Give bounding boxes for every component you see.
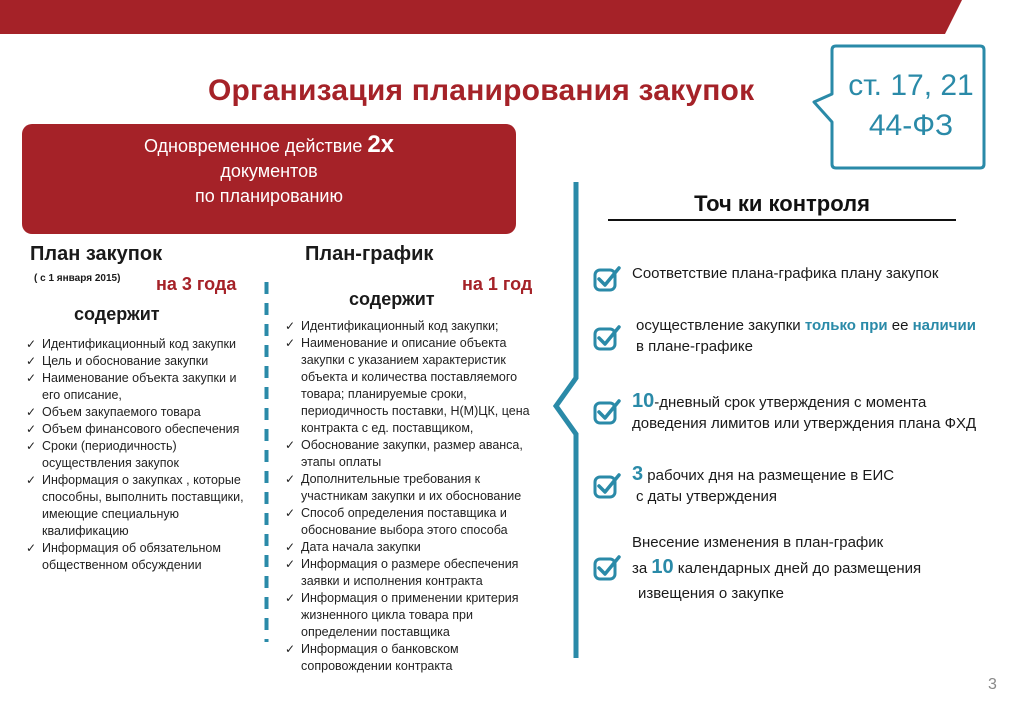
list-item xyxy=(285,539,547,556)
list-item-text: Информация о размере обеспечения заявки и исполнения контракта xyxy=(301,557,519,588)
schedule-items-list xyxy=(285,318,547,675)
list-item-text: Информация о банковском сопровождении контракта xyxy=(301,642,459,673)
list-item-text: Наименование и описание объекта закупки с указанием характеристик объекта и количества поставляемого товара; планируемые сроки, периодичность поставки, Н(М)ЦК, цена контракта с ед. поставщиком, xyxy=(301,336,530,435)
list-item xyxy=(285,590,547,641)
checkbox-check-icon xyxy=(592,263,624,295)
control-item-2-emphasis: наличии xyxy=(912,317,976,334)
list-item-text: Объем закупаемого товара xyxy=(42,405,201,419)
control-item-3 xyxy=(632,391,976,434)
check-icon: ✓ xyxy=(285,319,296,333)
check-icon: ✓ xyxy=(285,472,296,486)
schedule-term: на 1 год xyxy=(462,274,533,294)
plan-term: на 3 года xyxy=(156,274,237,294)
check-icon: ✓ xyxy=(26,541,37,555)
check-icon: ✓ xyxy=(26,371,37,385)
control-item-4-line2: с даты утверждения xyxy=(636,488,778,505)
control-item-4-text: рабочих дня на размещение в ЕИС xyxy=(643,467,895,484)
list-item xyxy=(285,335,547,437)
control-item-5-text: за xyxy=(632,560,652,577)
control-item-3-line2: доведения лимитов или утверждения плана ФХД xyxy=(632,415,977,432)
list-item xyxy=(26,421,246,438)
control-item-2-line2: в плане-графике xyxy=(636,338,753,355)
checkbox-check-icon xyxy=(592,322,624,354)
list-item-text: Информация о применении критерия жизненного цикла товара при определении поставщика xyxy=(301,591,519,639)
check-icon: ✓ xyxy=(26,473,37,487)
banner-line2: документов xyxy=(220,161,318,181)
control-item-5-line2 xyxy=(632,555,921,581)
check-icon: ✓ xyxy=(26,337,37,351)
list-item xyxy=(26,438,246,472)
control-item-5 xyxy=(632,530,921,606)
control-item-2-line1 xyxy=(636,315,976,336)
control-item-4-line1 xyxy=(632,464,894,486)
simultaneous-documents-banner xyxy=(22,124,516,234)
checkbox-check-icon xyxy=(592,396,624,428)
list-item-text: Объем финансового обеспечения xyxy=(42,422,240,436)
plan-date-note: ( с 1 января 2015) xyxy=(34,273,121,284)
list-item-text: Информация об обязательном общественном обсуждении xyxy=(42,541,221,572)
checkbox-check-icon xyxy=(592,552,624,584)
check-icon: ✓ xyxy=(285,557,296,571)
banner-line3: по планированию xyxy=(195,186,343,206)
list-item-text: Способ определения поставщика и обоснование выбора этого способа xyxy=(301,506,508,537)
page-title: Организация планирования закупок xyxy=(208,74,755,107)
list-item xyxy=(285,505,547,539)
plan-contains-label: содержит xyxy=(74,304,160,324)
schedule-heading: План-график xyxy=(305,243,434,265)
list-item xyxy=(285,556,547,590)
list-item xyxy=(26,353,246,370)
list-item xyxy=(26,370,246,404)
banner-emphasis: 2х xyxy=(367,131,395,158)
control-item-3-text: -дневный срок утверждения с момента xyxy=(654,394,927,411)
control-item-2 xyxy=(636,315,976,357)
control-item-5-line1: Внесение изменения в план-график xyxy=(632,534,884,551)
control-item-3-number: 10 xyxy=(632,390,655,412)
plan-heading: План закупок xyxy=(30,243,163,265)
list-item-text: Идентификационный код закупки; xyxy=(301,319,499,333)
control-item-5-line3: извещения о закупке xyxy=(638,585,785,602)
brace-divider xyxy=(548,182,588,658)
list-item xyxy=(26,472,246,540)
control-item-4 xyxy=(632,464,894,507)
law-reference-line1: ст. 17, 21 xyxy=(848,69,974,102)
check-icon: ✓ xyxy=(285,642,296,656)
control-item-4-number: 3 xyxy=(632,463,644,485)
check-icon: ✓ xyxy=(285,438,296,452)
list-item-text: Информация о закупках , которые способны, выполнить поставщики, имеющие специальную квалификацию xyxy=(42,473,244,538)
schedule-contains-label: содержит xyxy=(349,289,435,309)
list-item xyxy=(26,336,246,353)
list-item-text: Наименование объекта закупки и его описание, xyxy=(42,371,237,402)
law-reference-line2: 44-ФЗ xyxy=(868,109,954,142)
control-item-5-number: 10 xyxy=(651,556,674,578)
column-divider xyxy=(264,282,269,642)
control-item-5-text: календарных дней до размещения xyxy=(673,560,922,577)
control-heading-text: Точ ки контроля xyxy=(694,191,870,216)
control-item-1: Соответствие плана-графика плану закупок xyxy=(632,265,939,282)
banner-line1 xyxy=(22,132,516,159)
list-item xyxy=(285,641,547,675)
list-item xyxy=(26,540,246,574)
check-icon: ✓ xyxy=(285,591,296,605)
control-item-3-line1 xyxy=(632,391,976,413)
list-item xyxy=(285,471,547,505)
law-reference xyxy=(836,66,986,146)
check-icon: ✓ xyxy=(285,540,296,554)
checkbox-check-icon xyxy=(592,470,624,502)
list-item-text: Обоснование закупки, размер аванса, этапы оплаты xyxy=(301,438,523,469)
top-red-band xyxy=(0,0,1023,34)
list-item-text: Дополнительные требования к участникам закупки и их обоснование xyxy=(301,472,522,503)
control-points-heading xyxy=(608,191,956,217)
list-item-text: Сроки (периодичность) осуществления закупок xyxy=(42,439,179,470)
list-item xyxy=(285,437,547,471)
check-icon: ✓ xyxy=(26,439,37,453)
page-number: 3 xyxy=(988,676,997,693)
banner-text: Одновременное действие xyxy=(143,136,368,156)
list-item xyxy=(26,404,246,421)
control-item-2-text: ее xyxy=(887,317,913,334)
check-icon: ✓ xyxy=(26,422,37,436)
check-icon: ✓ xyxy=(26,354,37,368)
list-item-text: Цель и обоснование закупки xyxy=(42,354,209,368)
list-item-text: Дата начала закупки xyxy=(301,540,421,554)
control-item-2-text: осуществление закупки xyxy=(636,317,805,334)
check-icon: ✓ xyxy=(26,405,37,419)
plan-items-list xyxy=(26,336,246,574)
list-item xyxy=(285,318,547,335)
control-heading-underline xyxy=(608,219,956,221)
list-item-text: Идентификационный код закупки xyxy=(42,337,236,351)
check-icon: ✓ xyxy=(285,336,296,350)
check-icon: ✓ xyxy=(285,506,296,520)
control-item-2-emphasis: только при xyxy=(804,317,888,334)
